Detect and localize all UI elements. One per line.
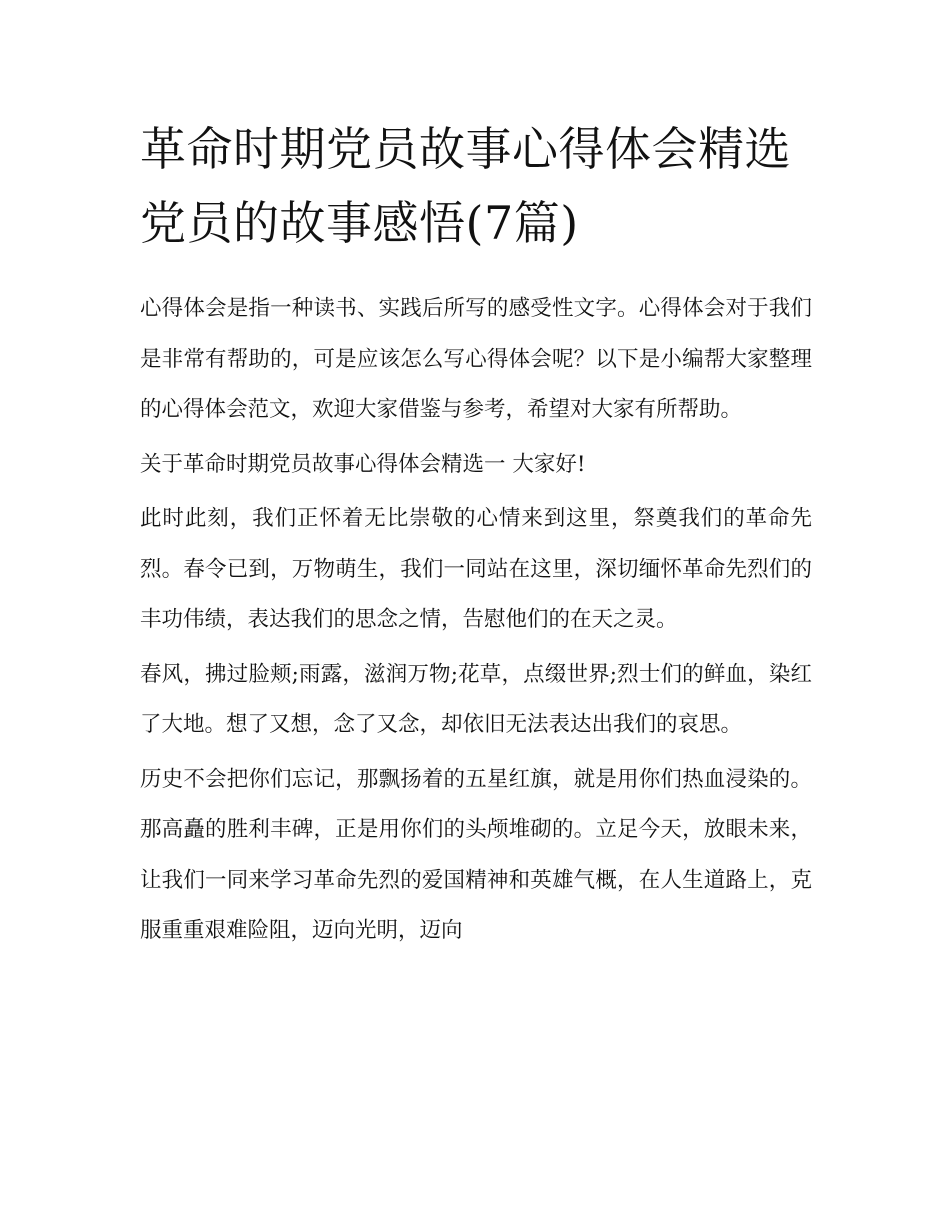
paragraph-intro: 心得体会是指一种读书、实践后所写的感受性文字。心得体会对于我们是非常有帮助的，可是应该怎么写心得体会呢？以下是小编帮大家整理的心得体会范文，欢迎大家借鉴与参考，希望对大家有所帮助。 [140,296,812,422]
document-page [140,112,812,961]
paragraph-body-2: 春风，拂过脸颊;雨露，滋润万物;花草，点缀世界;烈士们的鲜血，染红了大地。想了又想，念了又念，却依旧无法表达出我们的哀思。 [140,661,812,737]
paragraph-body-3: 历史不会把你们忘记，那飘扬着的五星红旗，就是用你们热血浸染的。那高矗的胜利丰碑，正是用你们的头颅堆砌的。立足今天，放眼未来，让我们一同来学习革命先烈的爱国精神和英雄气概，在人生道路上，克服重重艰难险阻，迈向光明，迈向 [140,766,812,943]
paragraph-section-heading: 关于革命时期党员故事心得体会精选一 大家好! [140,451,586,477]
paragraph-body-1: 此时此刻，我们正怀着无比崇敬的心情来到这里，祭奠我们的革命先烈。春令已到，万物萌生，我们一同站在这里，深切缅怀革命先烈们的丰功伟绩，表达我们的思念之情，告慰他们的在天之灵。 [140,506,812,632]
document-title: 革命时期党员故事心得体会精选 党员的故事感悟(7篇) [140,122,791,250]
